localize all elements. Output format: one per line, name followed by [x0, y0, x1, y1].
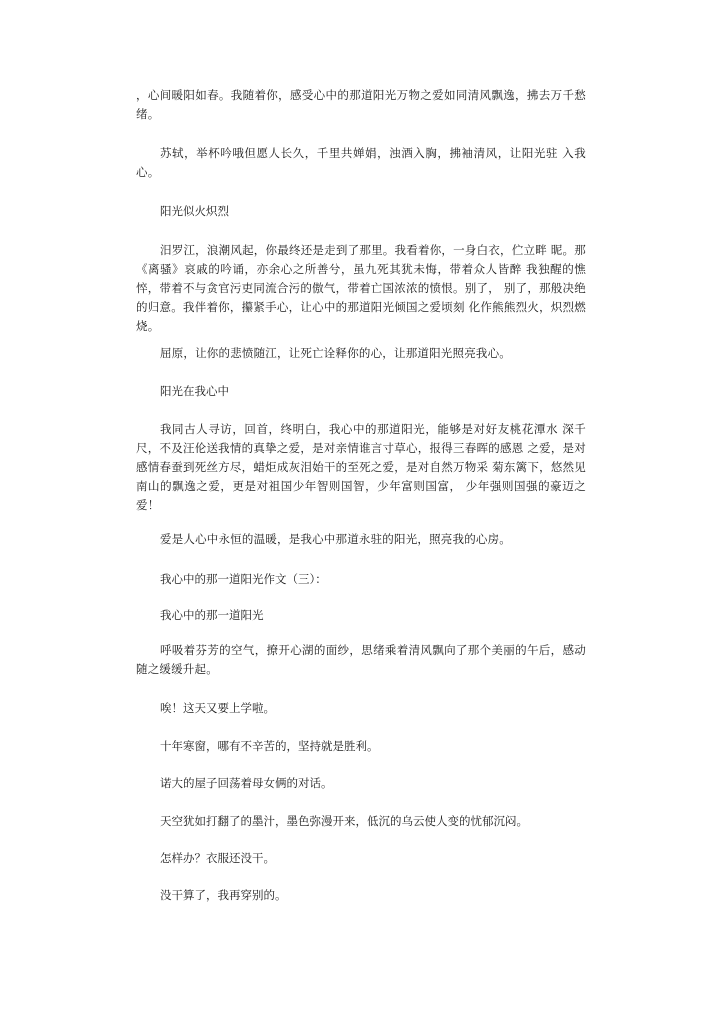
essay-subtitle: 我心中的那一道阳光 — [160, 608, 264, 622]
paragraph-qu-yuan: 屈原，让你的悲愤随江，让死亡诠释你的心，让那道阳光照亮我心。 — [160, 346, 511, 360]
paragraph-sky-ink: 天空犹如打翻了的墨汁，墨色弥漫开来，低沉的乌云使人变的忧郁沉闷。 — [160, 814, 528, 828]
dialogue-line-persistence: 十年寒窗，哪有不辛苦的，坚持就是胜利。 — [160, 739, 379, 753]
section-heading-sunlight-in-heart: 阳光在我心中 — [160, 384, 229, 398]
paragraph-warmth: ，心间暖阳如春。我随着你，感受心中的那道阳光万物之爱如同清风飘逸，拂去万千愁绪。 — [136, 88, 586, 121]
paragraph-ancient-visit: 我同古人寻访，回首，终明白，我心中的那道阳光，能够是对好友桃花潭水 深千尺，不及汪伦送我情的真挚之爱，是对亲情谁言寸草心，报得三春晖的感恩 之爱，是对感情春蚕到死丝方尽，蜡炬成灰泪始干的至死之爱，是对自然万物采 菊东篱下，悠然见南山的飘逸之爱，更是对祖国少年智则国智，少年富则国富， 少年强则国强的豪迈之爱！ — [136, 422, 586, 512]
dialogue-line-clothes: 怎样办？衣服还没干。 — [160, 851, 275, 865]
dialogue-line-school: 唉！这天又要上学啦。 — [160, 701, 275, 715]
paragraph-fragrant-air: 呼吸着芬芳的空气，撩开心湖的面纱，思绪乘着清风飘向了那个美丽的午后，感动随之缓缓升起。 — [136, 643, 586, 676]
essay-title-part-three: 我心中的那一道阳光作文（三）： — [160, 572, 327, 586]
paragraph-eternal-warmth: 爱是人心中永恒的温暖，是我心中那道永驻的阳光，照亮我的心房。 — [160, 532, 511, 546]
dialogue-line-wear-other: 没干算了，我再穿别的。 — [160, 888, 287, 902]
paragraph-miluo-river: 汨罗江，浪潮风起，你最终还是走到了那里。我看着你，一身白衣，伫立畔 昵。那《离骚》哀戚的吟诵，亦余心之所善兮，虽九死其犹未悔，带着众人皆醉 我独醒的憔悴，带着不与贪官污吏同流合污的傲气，带着亡国浓浓的愤恨。别了， 别了，那般决绝的归意。我伴着你，攥紧手心，让心中的那道阳光倾国之爱顷刻 化作熊熊烈火，炽烈燃烧。 — [136, 243, 586, 333]
section-heading-sunlight-fire: 阳光似火炽烈 — [160, 204, 229, 218]
paragraph-big-house: 诺大的屋子回荡着母女俩的对话。 — [160, 776, 333, 790]
paragraph-su-shi: 苏轼，举杯吟哦但愿人长久，千里共婵娟，浊酒入胸，拂袖清风，让阳光驻 入我心。 — [136, 146, 586, 179]
